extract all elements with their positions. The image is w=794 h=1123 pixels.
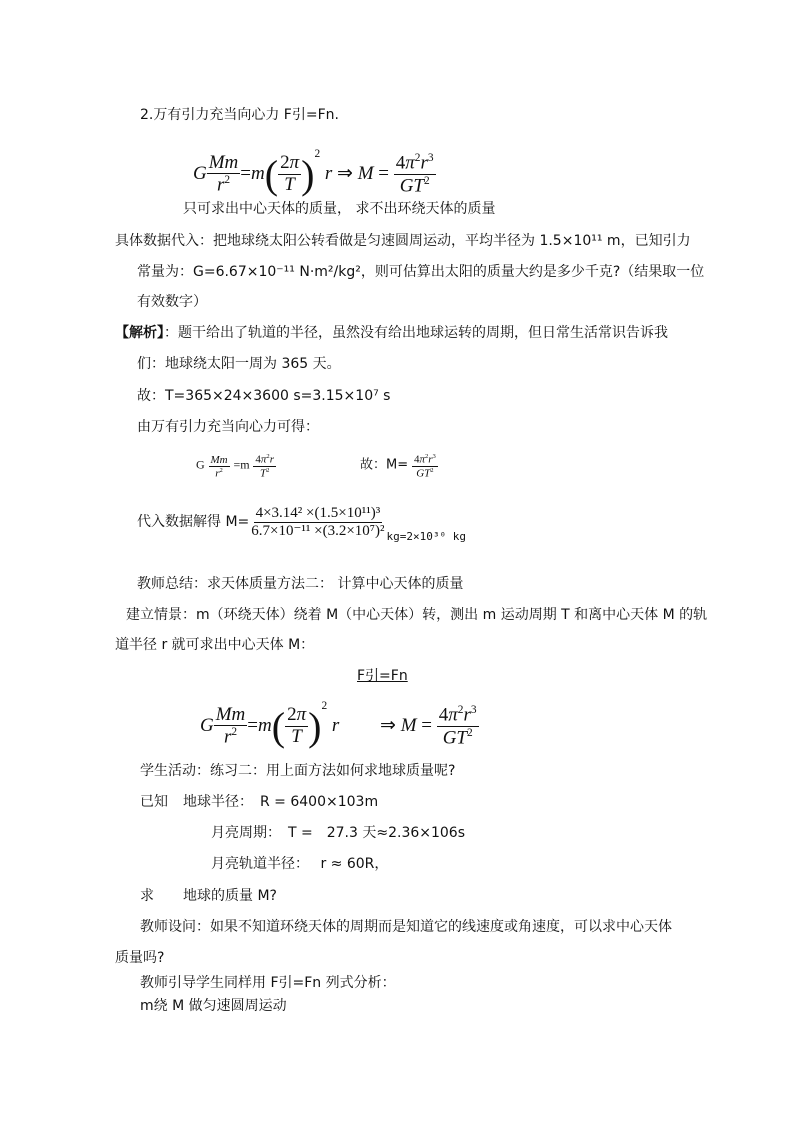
formula-note: 只可求出中心天体的质量， 求不出环绕天体的质量 xyxy=(183,201,496,217)
period-line: 故：T=365×24×3600 s=3.15×10⁷ s xyxy=(137,388,391,404)
formula-small-left: G $\frac{Mm}{r^2}$ =m $\frac{4\pi^2r}{T^2}$ xyxy=(196,453,274,480)
formula-gravity-centripetal-1: G $\frac{Mm}{r^2}$ =m( $\frac{2\pi}{T}$ )$^2$ r ⇒ M = $\frac{4\pi^2r^3}{GT^2}$ xyxy=(193,148,434,198)
ask-text: 地球的质量 M? xyxy=(183,888,277,904)
teacher-question-2: 质量吗? xyxy=(115,950,165,966)
substitution-result: kg=2×10³⁰ kg xyxy=(386,530,467,543)
analysis-line-1 xyxy=(115,322,668,342)
data-line-2: 常量为：G=6.67×10⁻¹¹ N·m²/kg²，则可估算出太阳的质量大约是多少千克?（结果取一位 xyxy=(137,264,705,280)
analysis-tag: 【解析】 xyxy=(115,325,164,341)
analysis-line-2: 们：地球绕太阳一周为 365 天。 xyxy=(137,356,341,372)
teacher-question-1: 教师设问：如果不知道环绕天体的周期而是知道它的线速度或角速度，可以求中心天体 xyxy=(140,919,672,935)
scenario-line-2: 道半径 r 就可求出中心天体 M： xyxy=(115,637,315,653)
data-line-1: 具体数据代入：把地球绕太阳公转看做是匀速圆周运动，平均半径为 1.5×10¹¹ m，已知引力 xyxy=(115,233,691,249)
known-moon-orbit: 月亮轨道半径： r ≈ 60R， xyxy=(211,856,389,872)
known-moon-period: 月亮周期： T = 27.3 天≈2.36×106s xyxy=(211,825,466,841)
center-equation: F引=Fn xyxy=(357,668,408,684)
last-line: m绕 M 做匀速圆周运动 xyxy=(140,998,287,1014)
teacher-summary: 教师总结：求天体质量方法二： 计算中心天体的质量 xyxy=(137,576,464,592)
section-heading: 2.万有引力充当向心力 F引=Fn. xyxy=(140,107,339,123)
substitution-numerator: 4×3.14² ×(1.5×10¹¹)³ xyxy=(255,505,381,521)
formula-gravity-centripetal-2: G $\frac{Mm}{r^2}$ =m( $\frac{2\pi}{T}$ )$^2$ r ⇒ M = $\frac{4\pi^2r^3}{GT^2}$ xyxy=(200,700,477,750)
student-activity: 学生活动：练习二：用上面方法如何求地球质量呢? xyxy=(140,763,456,779)
substitution-prefix: 代入数据解得 M= xyxy=(137,514,250,530)
ask-label: 求 xyxy=(140,888,154,904)
data-line-3: 有效数字） xyxy=(137,294,207,310)
substitution-line xyxy=(137,505,466,543)
known-label: 已知 xyxy=(140,794,168,810)
teacher-guide: 教师引导学生同样用 F引=Fn 列式分析： xyxy=(140,975,396,991)
formula-small-right: 故：M= $\frac{4\pi^2r^3}{GT^2}$ xyxy=(360,453,436,480)
known-earth-radius: 地球半径： R = 6400×103m xyxy=(183,794,379,810)
derivation-intro: 由万有引力充当向心力可得： xyxy=(137,419,319,435)
substitution-denominator: 6.7×10⁻¹¹ ×(3.2×10⁷)² xyxy=(251,522,385,539)
analysis-text: ：题干给出了轨道的半径，虽然没有给出地球运转的周期，但日常生活常识告诉我 xyxy=(164,325,668,341)
scenario-line-1: 建立情景：m（环绕天体）绕着 M（中心天体）转，测出 m 运动周期 T 和离中心天体 M 的轨 xyxy=(126,607,708,623)
